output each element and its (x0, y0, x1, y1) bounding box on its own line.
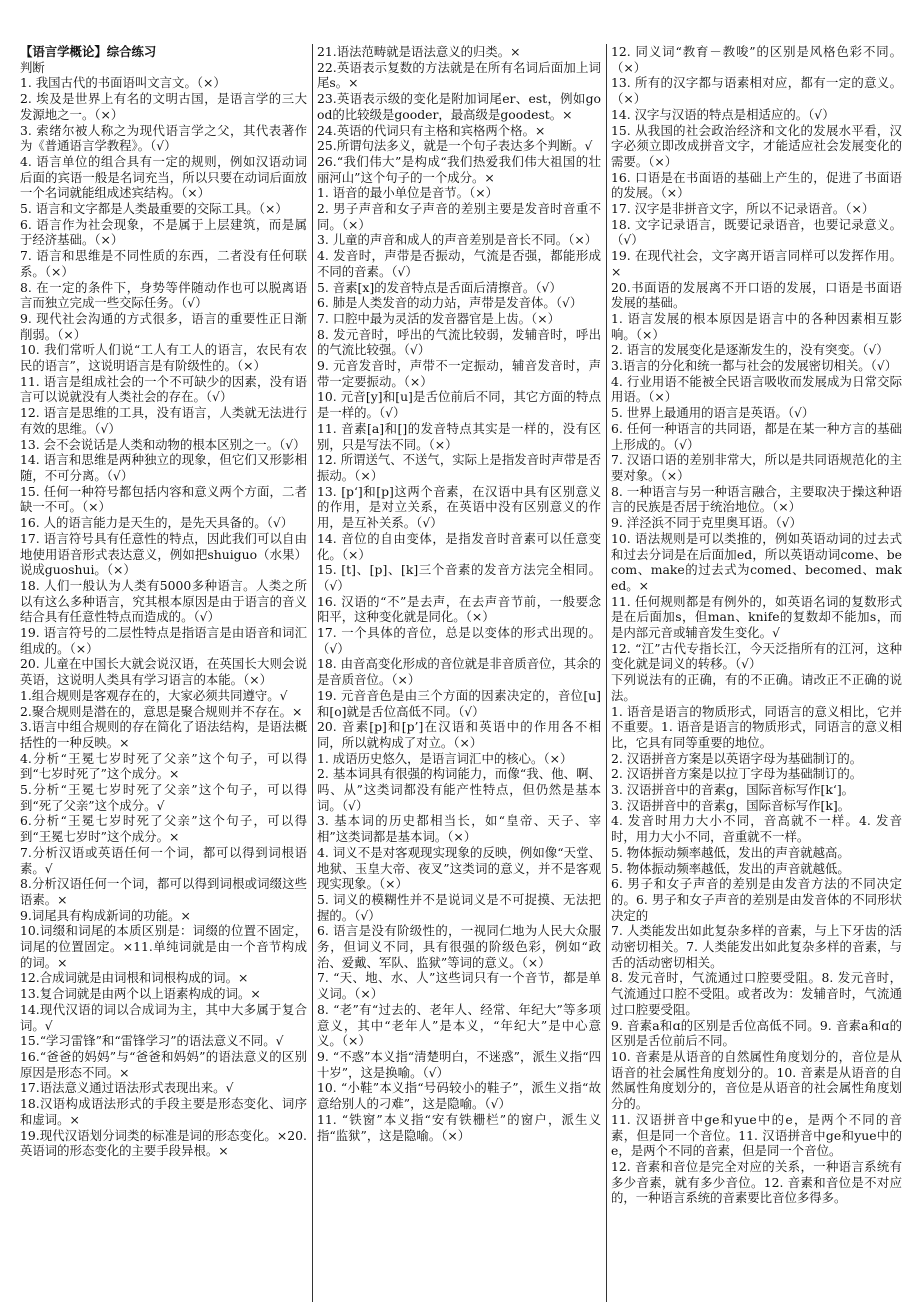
question-item: 22.英语表示复数的方法就是在所有名词后面加上词尾s。× (317, 59, 601, 91)
question-item: 10. 音素是从语音的自然属性角度划分的，音位是从语音的社会属性角度划分的。10. 音素是从语音的自然属性角度划分的，音位是从语音的社会属性角度划分的。 (611, 1049, 902, 1112)
question-item: 16. 人的语言能力是天生的，是先天具备的。（√） (20, 515, 294, 531)
question-item: 12. “江”古代专指长江，今天泛指所有的江河，这种变化就是词义的转移。（√） (611, 640, 902, 672)
question-item: 1. 语音是语言的物质形式，同语言的意义相比，它并不重要。1. 语音是语言的物质形式，同语言的意义相比，它具有同等重要的地位。 (611, 703, 902, 750)
question-item: 下列说法有的正确，有的不正确。请改正不正确的说法。 (611, 672, 902, 703)
question-item: 14. 音位的自由变体，是指发音时音素可以任意变化。（×） (317, 530, 601, 562)
question-item: 6. 肺是人类发音的动力站，声带是发音体。（√） (317, 295, 583, 311)
question-item: 2. 语言的发展变化是逐渐发生的，没有突变。（√） (611, 342, 889, 358)
question-item: 11. 汉语拼音中ge和yue中的e，是两个不同的音素，但是同一个音位。11. 汉语拼音中ge和yue中的e，是两个不同的音素，但是同一个音位。 (611, 1111, 902, 1159)
question-item: 3. 儿童的声音和成人的声音差别是音长不同。（×） (317, 232, 598, 248)
question-item: 23.英语表示级的变化是附加词尾er、est，例如good的比较级是gooder，最高级是goodest。× (317, 91, 601, 122)
question-item: 17. 一个具体的音位，总是以变体的形式出现的。（√） (317, 625, 601, 656)
question-item: 5. 音素[x]的发音特点是舌面后清擦音。（√） (317, 279, 562, 295)
question-item: 9. 现代社会沟通的方式很多，语言的重要性正日渐削弱。（×） (20, 310, 307, 342)
question-item: 25.所谓句法多义，就是一个句子表达多个判断。√ (317, 138, 593, 154)
question-item: 8. 在一定的条件下，身势等伴随动作也可以脱离语言而独立完成一些交际任务。（√） (20, 279, 307, 311)
question-item: 3. 索绪尔被人称之为现代语言学之父，其代表著作为《普通语言学教程》。（√） (20, 122, 307, 154)
question-item: 4. 词义不是对客观现实现象的反映，例如像“天堂、地狱、玉皇大帝、夜叉”这类词的意义，并不是客观现实现象。（×） (317, 844, 601, 892)
question-item: 10. 语法规则是可以类推的，例如英语动词的过去式和过去分词是在后面加ed，所以英语动词come、becom、make的过去式为comed、becomed、maked。× (611, 530, 902, 593)
question-item: 3.语言的分化和统一都与社会的发展密切相关。（√） (611, 358, 898, 374)
question-item: 5. 语言和文字都是人类最重要的交际工具。（×） (20, 201, 288, 217)
question-item: 18.汉语构成语法形式的手段主要是形态变化、词序和虚词。× (20, 1096, 307, 1127)
question-item: 20. 儿童在中国长大就会说汉语，在英国长大则会说英语，这说明人类具有学习语言的本能。（×） (20, 656, 307, 688)
question-item: 11. 音素[a]和[]的发音特点其实是一样的，没有区别，只是写法不同。（×） (317, 420, 601, 452)
question-item: 19. 元音音色是由三个方面的因素决定的，音位[u]和[o]就是舌位高低不同。（√） (317, 687, 601, 719)
question-item: 9. 元音发音时，声带不一定振动，辅音发音时，声带一定要振动。（×） (317, 358, 601, 389)
question-item: 19. 语言符号的二层性特点是指语言是由语音和词汇组成的。（×） (20, 625, 307, 656)
question-item: 8. 发元音时，呼出的气流比较弱，发辅音时，呼出的气流比较强。（√） (317, 326, 601, 358)
question-item: 15.“学习雷锋”和“雷锋学习”的语法意义不同。√ (20, 1033, 284, 1049)
question-item: 6. 语言作为社会现象，不是属于上层建筑，而是属于经济基础。（×） (20, 216, 307, 248)
question-item: 13. 会不会说话是人类和动物的根本区别之一。（√） (20, 436, 306, 452)
question-item: 9. 音素a和ɑ的区别是舌位高低不同。9. 音素a和ɑ的区别是舌位前后不同。 (611, 1017, 902, 1049)
question-item: 10. 我们常听人们说“工人有工人的语言，农民有农民的语言”，这说明语言是有阶级性的。（×） (20, 342, 307, 374)
question-item: 18. 人们一般认为人类有5000多种语言。人类之所以有这么多种语言，究其根本原因是由于语言的音义结合具有任意性特点而造成的。（√） (20, 577, 307, 625)
question-item: 17.语法意义通过语法形式表现出来。√ (20, 1080, 234, 1096)
question-item: 1. 成语历史悠久，是语言词汇中的核心。（×） (317, 750, 573, 766)
question-item: 3. 汉语拼音中的音素g，国际音标写作[k‘]。 (611, 782, 855, 798)
question-item: 9.词尾具有构成新词的功能。× (20, 907, 191, 923)
column-middle (312, 44, 606, 1302)
question-item: 4. 语言单位的组合具有一定的规则，例如汉语动词后面的宾语一般是名词充当，所以只要在动词后面放一个名词就能组成述宾结构。（×） (20, 153, 307, 201)
question-item: 2. 基本词具有很强的构词能力，而像“我、他、啊、吗、从”这类词都没有能产性特点，但仍然是基本词。（√） (317, 766, 601, 813)
question-item: 18. 文字记录语言，既要记录语音，也要记录意义。（√） (611, 216, 902, 248)
question-item: 19.现代汉语划分词类的标准是词的形态变化。×20.英语词的形态变化的主要手段异根。× (20, 1127, 307, 1159)
question-item: 8. 发元音时，气流通过口腔要受阻。8. 发元音时，气流通过口腔不受阻。或者改为：发辅音时，气流通过口腔要受阻。 (611, 970, 902, 1017)
question-item: 6.分析“王冕七岁时死了父亲”这个句子，可以得到“王冕七岁时”这个成分。× (20, 813, 307, 845)
question-item: 4. 行业用语不能被全民语言吸收而发展成为日常交际用语。（×） (611, 373, 902, 405)
question-item: 1. 语言发展的根本原因是语言中的各种因素相互影响。（×） (611, 310, 902, 342)
question-item: 19. 在现代社会，文字离开语言同样可以发挥作用。× (611, 248, 902, 279)
question-item: 11. “铁窗”本义指“安有铁栅栏”的窗户，派生义指“监狱”，这是隐喻。（×） (317, 1111, 601, 1143)
question-item: 13.复合词就是由两个以上语素构成的词。× (20, 986, 261, 1002)
question-item: 16.“爸爸的妈妈”与“爸爸和妈妈”的语法意义的区别原因是形态不同。× (20, 1049, 307, 1080)
question-item: 10.词缀和词尾的本质区别是：词缀的位置不固定，词尾的位置固定。×11.单纯词就是由一个音节构成的词。× (20, 923, 307, 970)
question-item: 9. “不惑”本义指“清楚明白，不迷惑”，派生义指“四十岁”，这是换喻。（√） (317, 1049, 601, 1080)
question-item: 4. 发音时，声带是否振动，气流是否强，都能形成不同的音素。（√） (317, 248, 601, 279)
question-item: 8.分析汉语任何一个词，都可以得到词根或词缀这些语素。× (20, 876, 307, 907)
question-item: 2. 埃及是世界上有名的文明古国，是语言学的三大发源地之一。（×） (20, 91, 307, 122)
question-item: 16. 汉语的“不”是去声，在去声音节前，一般要念阳平，这种变化就是同化。（×） (317, 593, 601, 625)
question-item: 5. 物体振动频率越低，发出的声音就越低。 (611, 860, 850, 876)
question-item: 6. 男子和女子声音的差别是由发音方法的不同决定的。6. 男子和女子声音的差别是由发音体的不同形状决定的 (611, 876, 902, 923)
question-item: 8. “老”有“过去的、老年人、经常、年纪大”等多项意义，其中“老年人”是本义，“年纪大”是中心意义。（×） (317, 1001, 601, 1049)
question-item: 8. 一种语言与另一种语言融合，主要取决于操这种语言的民族是否居于统治地位。（×） (611, 483, 902, 515)
question-item: 24.英语的代词只有主格和宾格两个格。× (317, 122, 546, 138)
question-item: 15. 从我国的社会政治经济和文化的发展水平看，汉字必须立即改成拼音文字，才能适应社会发展变化的需要。（×） (611, 122, 902, 169)
question-item: 13. [p‘]和[p]这两个音素，在汉语中具有区别意义的作用，是对立关系，在英语中没有区别意义的作用，是互补关系。（√） (317, 483, 601, 531)
question-item: 20.书面语的发展离不开口语的发展，口语是书面语发展的基础。 (611, 279, 902, 311)
question-item: 7. 人类能发出如此复杂多样的音素，与上下牙齿的活动密切相关。7. 人类能发出如此复杂多样的音素，与舌的活动密切相关。 (611, 923, 902, 970)
question-item: 9. 洋泾浜不同于克里奥耳语。（√） (611, 515, 802, 531)
question-item: 17. 语言符号具有任意性的特点，因此我们可以自由地使用语音形式表达意义，例如把shuiguo（水果）说成guoshui。（×） (20, 530, 307, 578)
question-item: 18. 由音高变化形成的音位就是非音质音位，其余的是音质音位。（×） (317, 656, 601, 688)
question-item: 21.语法范畴就是语法意义的归类。× (317, 44, 521, 59)
question-item: 7. “天、地、水、人”这些词只有一个音节，都是单义词。（×） (317, 970, 601, 1002)
question-item: 20. 音素[p]和[p’]在汉语和英语中的作用各不相同，所以就构成了对立。（×） (317, 719, 601, 750)
question-item: 12. 音素和音位是完全对应的关系，一种语言系统有多少音素，就有多少音位。12. 音素和音位是不对应的，一种语言系统的音素要比音位多得多。 (611, 1158, 902, 1206)
question-item: 3. 汉语拼音中的音素g，国际音标写作[k]。 (611, 797, 851, 813)
question-item: 10. 元音[y]和[u]是舌位前后不同，其它方面的特点是一样的。（√） (317, 389, 601, 421)
question-item: 3.语言中组合规则的存在简化了语法结构，是语法概括性的一种反映。× (20, 719, 307, 750)
question-item: 12. 语言是思维的工具，没有语言，人类就无法进行有效的思维。（√） (20, 405, 307, 436)
question-item: 14. 汉字与汉语的特点是相适应的。（√） (611, 106, 835, 122)
question-item: 2. 汉语拼音方案是以拉丁字母为基础制订的。 (611, 766, 863, 782)
question-item: 判断 (20, 59, 45, 75)
question-item: 15. [t]、[p]、[k]三个音素的发音方法完全相同。（√） (317, 562, 601, 593)
question-item: 12.合成词就是由词根和词根构成的词。× (20, 970, 249, 986)
question-item: 10. “小鞋”本义指“号码较小的鞋子”，派生义指“故意给别人的刁难”，这是隐喻。（√） (317, 1080, 601, 1112)
question-item: 7.分析汉语或英语任何一个词，都可以得到词根语素。√ (20, 844, 307, 876)
question-item: 3. 基本词的历史都相当长，如“皇帝、天子、宰相”这类词都是基本词。（×） (317, 813, 601, 845)
question-item: 1. 我国古代的书面语叫文言文。（×） (20, 75, 226, 91)
question-item: 4. 发音时用力大小不同，音高就不一样。4. 发音时，用力大小不同，音重就不一样。 (611, 813, 902, 845)
question-item: 4.分析“王冕七岁时死了父亲”这个句子，可以得到“七岁时死了”这个成分。× (20, 750, 307, 782)
question-item: 2. 男子声音和女子声音的差别主要是发音时音重不同。（×） (317, 201, 601, 232)
question-item: 5. 世界上最通用的语言是英语。（√） (611, 405, 815, 421)
question-item: 14. 语言和思维是两种独立的现象，但它们又形影相随，不可分离。（√） (20, 452, 307, 483)
question-item: 2.聚合规则是潜在的，意思是聚合规则并不存在。× (20, 703, 303, 719)
question-item: 11. 任何规则都是有例外的，如英语名词的复数形式是在后面加s，但man、knife的复数却不能加s，而是内部元音或辅音发生变化。√ (611, 593, 902, 641)
question-item: 15. 任何一种符号都包括内容和意义两个方面，二者缺一不可。（×） (20, 483, 307, 515)
question-item: 16. 口语是在书面语的基础上产生的，促进了书面语的发展。（×） (611, 169, 902, 201)
question-item: 12. 同义词“教育－教唆”的区别是风格色彩不同。（×） (611, 44, 902, 75)
question-item: 17. 汉字是非拼音文字，所以不记录语音。（×） (611, 201, 875, 217)
question-item: 26.“我们伟大”是构成“我们热爱我们伟大祖国的壮丽河山”这个句子的一个成分。× (317, 153, 601, 185)
question-item: 1.组合规则是客观存在的，大家必须共同遵守。√ (20, 687, 288, 703)
question-item: 5. 物体振动频率越低，发出的声音就越高。 (611, 844, 850, 860)
question-item: 7. 口腔中最为灵活的发音器官是上齿。（×） (317, 310, 560, 326)
question-item: 1. 语音的最小单位是音节。（×） (317, 185, 499, 201)
question-item: 6. 语言是没有阶级性的，一视同仁地为人民大众服务，但词义不同，具有很强的阶级色彩，例如“政治、爱戴、军队、监狱”等词的意义。（×） (317, 923, 601, 970)
question-item: 14.现代汉语的词以合成词为主，其中大多属于复合词。√ (20, 1001, 307, 1033)
question-item: 5. 词义的模糊性并不是说词义是不可捉摸、无法把握的。（√） (317, 891, 601, 923)
question-item: 11. 语言是组成社会的一个不可缺少的因素，没有语言可以说就没有人类社会的存在。（√） (20, 373, 307, 405)
column-left (20, 44, 312, 1302)
column-right (606, 44, 902, 1302)
question-item: 12. 所谓送气、不送气，实际上是指发音时声带是否振动。（×） (317, 452, 601, 483)
question-item: 7. 汉语口语的差别非常大，所以是共同语规范化的主要对象。（×） (611, 452, 902, 483)
question-item: 7. 语言和思维是不同性质的东西，二者没有任何联系。（×） (20, 248, 307, 279)
question-item: 5.分析“王冕七岁时死了父亲”这个句子，可以得到“死了父亲”这个成分。√ (20, 782, 307, 813)
document-title: 【语言学概论】综合练习 (20, 44, 157, 59)
question-item: 13. 所有的汉字都与语素相对应，都有一定的意义。（×） (611, 75, 902, 107)
question-item: 6. 任何一种语言的共同语，都是在某一种方言的基础上形成的。（√） (611, 420, 902, 452)
question-item: 2. 汉语拼音方案是以英语字母为基础制订的。 (611, 750, 863, 766)
